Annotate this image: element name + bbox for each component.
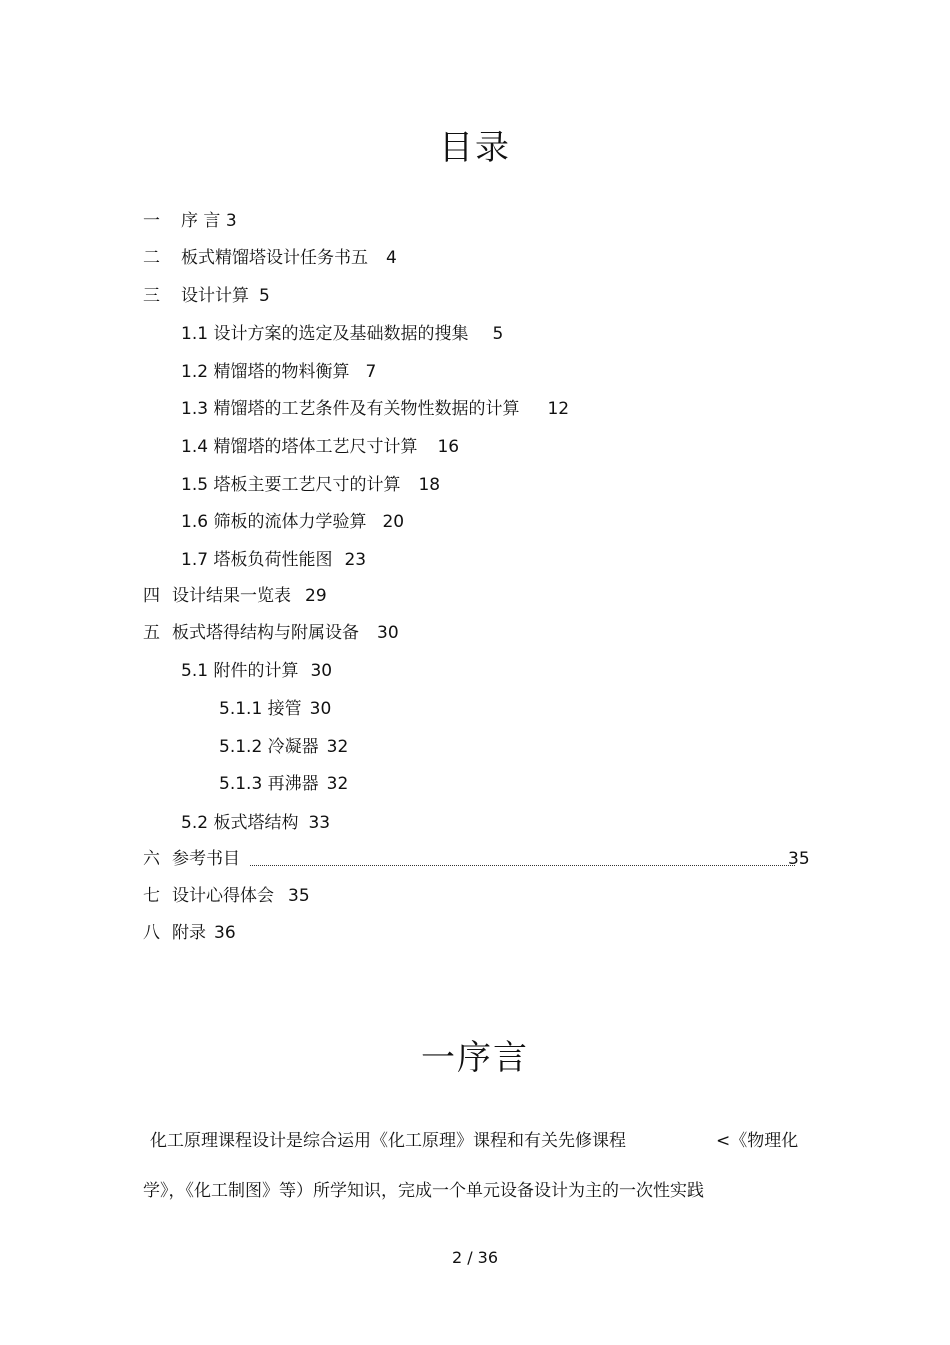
toc-entry-title: 1.5 塔板主要工艺尺寸的计算 bbox=[181, 475, 401, 495]
toc-entry-page: 3 bbox=[225, 211, 237, 231]
toc-entry-title: 5.2 板式塔结构 bbox=[181, 813, 299, 833]
dot-leader bbox=[250, 859, 795, 866]
toc-entry[interactable] bbox=[181, 660, 332, 682]
toc-entry-title: 板式精馏塔设计任务书五 bbox=[181, 248, 368, 268]
toc-entry-title: 5.1.2 冷凝器 bbox=[219, 737, 319, 757]
toc-entry[interactable] bbox=[143, 585, 327, 607]
toc-entry-label: 三 bbox=[143, 286, 160, 306]
body-text-line: 学》，《化工制图》等）所学知识，完成一个单元设备设计为主的一次性实践 bbox=[143, 1181, 704, 1201]
toc-entry-label: 四 bbox=[143, 586, 160, 606]
toc-entry-label: 五 bbox=[143, 623, 160, 643]
toc-entry[interactable] bbox=[181, 398, 569, 420]
page-number: 2 / 36 bbox=[451, 1248, 499, 1267]
toc-entry[interactable] bbox=[219, 736, 348, 758]
toc-entry-title: 1.3 精馏塔的工艺条件及有关物性数据的计算 bbox=[181, 399, 520, 419]
toc-entry[interactable] bbox=[181, 474, 440, 496]
toc-entry-title: 板式塔得结构与附属设备 bbox=[172, 623, 359, 643]
toc-entry-page: 23 bbox=[344, 550, 367, 570]
toc-entry-title: 设计心得体会 bbox=[172, 886, 274, 906]
toc-entry-title: 设计结果一览表 bbox=[172, 586, 291, 606]
toc-entry-title: 5.1.3 再沸器 bbox=[219, 774, 319, 794]
section-heading: 一序言 bbox=[421, 1038, 529, 1078]
toc-entry-label: 六 bbox=[143, 849, 160, 869]
toc-entry[interactable] bbox=[181, 436, 459, 458]
toc-entry-page: 32 bbox=[326, 774, 349, 794]
toc-entry[interactable] bbox=[143, 885, 310, 907]
toc-entry-page: 32 bbox=[326, 737, 349, 757]
toc-entry-page: 35 bbox=[288, 886, 310, 906]
toc-entry[interactable] bbox=[143, 922, 236, 944]
toc-entry-page: 7 bbox=[365, 362, 377, 382]
toc-title: 目录 bbox=[439, 128, 511, 168]
toc-entry-page: 5 bbox=[492, 324, 504, 344]
toc-entry-label: 八 bbox=[143, 923, 160, 943]
toc-entry-page: 30 bbox=[377, 623, 399, 643]
toc-entry-page: 29 bbox=[305, 586, 327, 606]
toc-entry-page: 20 bbox=[382, 512, 405, 532]
toc-entry-page: 12 bbox=[547, 399, 570, 419]
toc-entry[interactable] bbox=[181, 323, 503, 345]
toc-entry-page: 18 bbox=[418, 475, 441, 495]
body-text-line: 化工原理课程设计是综合运用《化工原理》课程和有关先修课程 bbox=[150, 1131, 626, 1151]
toc-entry[interactable] bbox=[143, 848, 240, 870]
toc-entry-title: 1.7 塔板负荷性能图 bbox=[181, 550, 333, 570]
toc-entry-label: 一 bbox=[143, 211, 160, 231]
toc-entry[interactable] bbox=[181, 549, 366, 571]
toc-entry[interactable] bbox=[181, 361, 376, 383]
toc-entry[interactable] bbox=[219, 698, 331, 720]
toc-entry[interactable] bbox=[143, 247, 397, 269]
toc-entry-page: 16 bbox=[437, 437, 460, 457]
toc-entry[interactable] bbox=[143, 210, 237, 232]
toc-entry-title: 附录 bbox=[172, 923, 206, 943]
toc-entry-title: 1.6 筛板的流体力学验算 bbox=[181, 512, 367, 532]
toc-entry-title: 1.2 精馏塔的物料衡算 bbox=[181, 362, 350, 382]
toc-entry-title: 参考书目 bbox=[172, 849, 240, 869]
toc-entry-page: 35 bbox=[788, 849, 810, 869]
toc-entry[interactable] bbox=[181, 511, 404, 533]
toc-entry-title: 设计计算 bbox=[181, 286, 249, 306]
toc-entry[interactable] bbox=[143, 285, 270, 307]
toc-entry-page: 5 bbox=[259, 286, 270, 306]
toc-entry-label: 二 bbox=[143, 248, 160, 268]
toc-entry[interactable] bbox=[181, 812, 330, 834]
toc-entry-title: 5.1.1 接管 bbox=[219, 699, 302, 719]
toc-entry-page: 33 bbox=[308, 813, 331, 833]
toc-entry-title: 5.1 附件的计算 bbox=[181, 661, 299, 681]
toc-entry[interactable] bbox=[219, 773, 348, 795]
toc-entry-page: 36 bbox=[214, 923, 236, 943]
toc-entry-title: 1.1 设计方案的选定及基础数据的搜集 bbox=[181, 324, 469, 344]
toc-entry-page: 30 bbox=[309, 699, 332, 719]
toc-entry-label: 七 bbox=[143, 886, 160, 906]
toc-entry-title: 1.4 精馏塔的塔体工艺尺寸计算 bbox=[181, 437, 418, 457]
toc-entry-title: 序 言 bbox=[181, 211, 221, 231]
body-text-line-end: <《物理化 bbox=[716, 1131, 799, 1151]
toc-entry[interactable] bbox=[143, 622, 399, 644]
toc-entry-page: 30 bbox=[310, 661, 333, 681]
toc-entry-page: 4 bbox=[386, 248, 397, 268]
